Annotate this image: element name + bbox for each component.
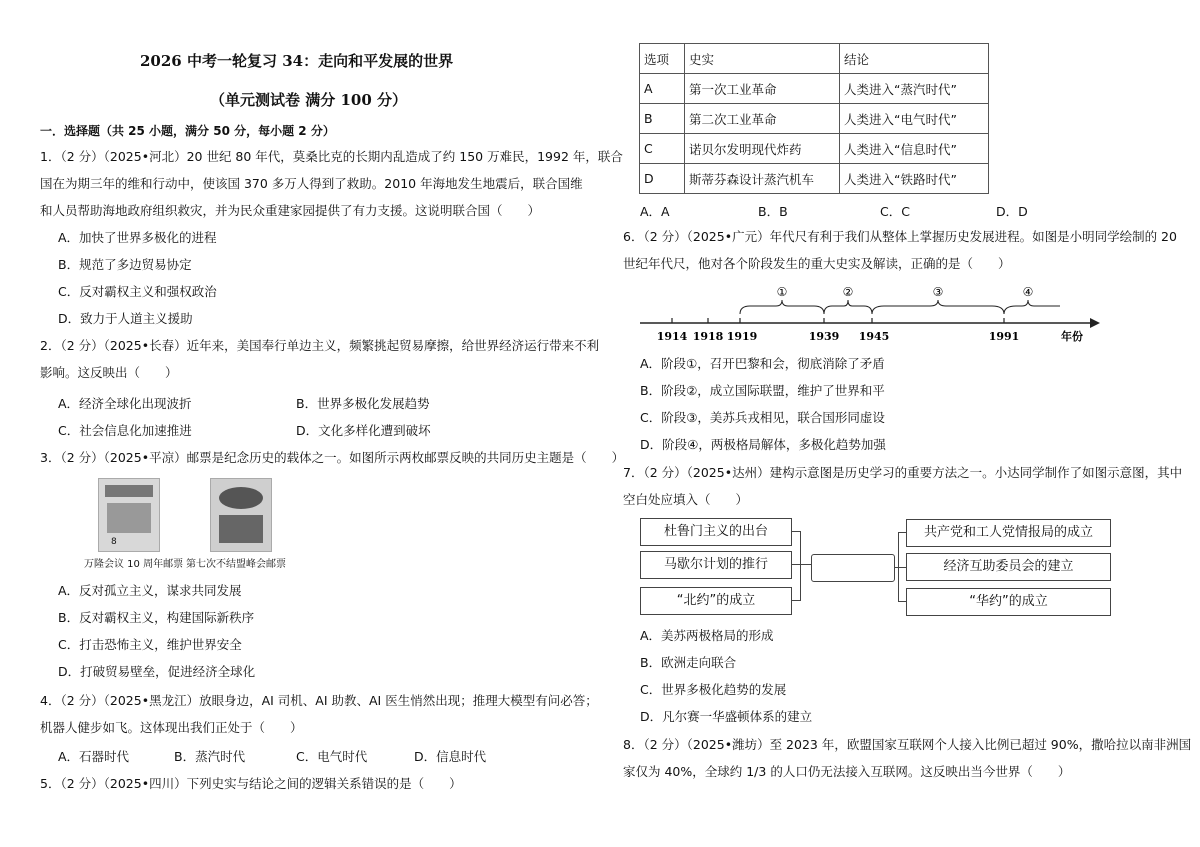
stamp-bandung-caption: 万隆会议 10 周年邮票	[84, 559, 184, 570]
timeline-diagram	[640, 282, 1105, 344]
option-b[interactable]: B．反对霸权主义，构建国际新秩序	[58, 610, 255, 625]
table-header: 结论	[840, 44, 989, 74]
table-row	[640, 134, 989, 164]
question-7-line: 7．（2 分）（2025•达州）建构示意图是历史学习的重要方法之一。小达同学制作了如图示意图，其中	[623, 465, 1183, 480]
stamp-bandung-image: 8	[98, 478, 160, 552]
question-2	[40, 332, 599, 386]
timeline-mark: ③	[932, 285, 944, 299]
question-1-line: 国在为期三年的维和行动中，使该国 370 多万人得到了救助。2010 年海地发生地震后，联合国维	[40, 176, 583, 191]
question-7-options	[640, 622, 812, 730]
option-d[interactable]: D．阶段④，两极格局解体，多极化趋势加强	[640, 437, 886, 452]
question-1-line: 1．（2 分）（2025•河北）20 世纪 80 年代，莫桑比克的长期内乱造成了约 150 万难民，1992 年，联合	[40, 149, 623, 164]
diagram-box-right: 共产党和工人党情报局的成立	[906, 519, 1111, 547]
option-c[interactable]: C．C	[880, 204, 910, 219]
option-a[interactable]: A．A	[640, 204, 670, 219]
diagram-box-left: 马歇尔计划的推行	[640, 551, 792, 579]
option-d[interactable]: D．打破贸易壁垒，促进经济全球化	[58, 664, 256, 679]
question-8-line: 8．（2 分）（2025•潍坊）至 2023 年，欧盟国家互联网个人接入比例已超过 90%，撒哈拉以南非洲国	[623, 737, 1192, 752]
timeline-mark: ④	[1022, 285, 1034, 299]
option-d[interactable]: D．D	[996, 204, 1028, 219]
timeline-year: 1939	[808, 330, 840, 343]
question-1-line: 和人员帮助海地政府组织救灾，并为民众重建家园提供了有力支援。这说明联合国（ ）	[40, 203, 541, 218]
stamp-summit-caption: 第七次不结盟峰会邮票	[186, 559, 286, 570]
option-b[interactable]: B．世界多极化发展趋势	[296, 396, 430, 411]
table-cell: 人类进入“蒸汽时代”	[840, 74, 989, 104]
q5-table	[639, 43, 989, 194]
stamp-summit-image	[210, 478, 272, 552]
question-6-line: 6．（2 分）（2025•广元）年代尺有利于我们从整体上掌握历史发展进程。如图是小明同学绘制的 20	[623, 229, 1177, 244]
option-b[interactable]: B．欧洲走向联合	[640, 655, 737, 670]
table-cell: 诺贝尔发明现代炸药	[685, 134, 840, 164]
option-c[interactable]: C．电气时代	[296, 749, 368, 764]
question-4	[40, 687, 598, 741]
diagram-box-left: “北约”的成立	[640, 587, 792, 615]
table-cell: C	[640, 134, 685, 164]
timeline-year: 1918	[692, 330, 724, 343]
timeline-axis-label: 年份	[1061, 330, 1083, 343]
timeline-year: 1945	[858, 330, 890, 343]
timeline-year: 1919	[726, 330, 758, 343]
question-6-options	[640, 350, 886, 458]
question-8-line: 家仅为 40%，全球约 1/3 的人口仍无法接入互联网。这反映出当今世界（ ）	[623, 764, 1071, 779]
option-c[interactable]: C．打击恐怖主义，维护世界安全	[58, 637, 242, 652]
table-cell: 第二次工业革命	[685, 104, 840, 134]
table-cell: 人类进入“铁路时代”	[840, 164, 989, 194]
option-d[interactable]: D．文化多样化遭到破坏	[296, 423, 431, 438]
diagram-box-right: “华约”的成立	[906, 588, 1111, 616]
table-header: 史实	[685, 44, 840, 74]
table-header-row	[640, 44, 989, 74]
question-7-line: 空白处应填入（ ）	[623, 492, 749, 507]
diagram-box-left: 杜鲁门主义的出台	[640, 518, 792, 546]
timeline-year: 1914	[656, 330, 688, 343]
option-a[interactable]: A．反对孤立主义，谋求共同发展	[58, 583, 242, 598]
option-b[interactable]: B．B	[758, 204, 788, 219]
timeline-mark: ①	[776, 285, 788, 299]
option-a[interactable]: A．美苏两极格局的形成	[640, 628, 774, 643]
option-c[interactable]: C．社会信息化加速推进	[58, 423, 192, 438]
question-7	[623, 459, 1182, 513]
option-b[interactable]: B．阶段②，成立国际联盟，维护了世界和平	[640, 383, 885, 398]
option-b[interactable]: B．规范了多边贸易协定	[58, 257, 192, 272]
diagram-box-right: 经济互助委员会的建立	[906, 553, 1111, 581]
table-cell: B	[640, 104, 685, 134]
table-cell: D	[640, 164, 685, 194]
page-subtitle: （单元测试卷 满分 100 分）	[210, 91, 407, 109]
option-c[interactable]: C．反对霸权主义和强权政治	[58, 284, 217, 299]
timeline-mark: ②	[842, 285, 854, 299]
question-8	[623, 731, 1191, 785]
option-a[interactable]: A．石器时代	[58, 749, 130, 764]
diagram-blank-box[interactable]	[811, 554, 895, 582]
timeline-year: 1991	[988, 330, 1020, 343]
option-b[interactable]: B．蒸汽时代	[174, 749, 246, 764]
question-6	[623, 223, 1177, 277]
option-d[interactable]: D．信息时代	[414, 749, 487, 764]
option-a[interactable]: A．加快了世界多极化的进程	[58, 230, 217, 245]
section-heading: 一．选择题（共 25 小题，满分 50 分，每小题 2 分）	[40, 124, 335, 138]
table-cell: 人类进入“电气时代”	[840, 104, 989, 134]
question-3-line: 3．（2 分）（2025•平凉）邮票是纪念历史的载体之一。如图所示两枚邮票反映的共同历史主题是（ ）	[40, 450, 625, 465]
question-4-line: 4．（2 分）（2025•黑龙江）放眼身边，AI 司机、AI 助教、AI 医生悄然出现；推理大模型有问必答；	[40, 693, 598, 708]
option-a[interactable]: A．经济全球化出现波折	[58, 396, 192, 411]
question-4-line: 机器人健步如飞。这体现出我们正处于（ ）	[40, 720, 303, 735]
table-cell: A	[640, 74, 685, 104]
option-a[interactable]: A．阶段①，召开巴黎和会，彻底消除了矛盾	[640, 356, 885, 371]
table-row	[640, 104, 989, 134]
option-c[interactable]: C．世界多极化趋势的发展	[640, 682, 787, 697]
question-1	[40, 143, 623, 332]
option-c[interactable]: C．阶段③，美苏兵戎相见，联合国形同虚设	[640, 410, 885, 425]
question-5-line: 5．（2 分）（2025•四川）下列史实与结论之间的逻辑关系错误的是（ ）	[40, 776, 462, 791]
option-d[interactable]: D．致力于人道主义援助	[58, 311, 193, 326]
table-header: 选项	[640, 44, 685, 74]
option-d[interactable]: D．凡尔赛一华盛顿体系的建立	[640, 709, 813, 724]
table-cell: 斯蒂芬森设计蒸汽机车	[685, 164, 840, 194]
table-row	[640, 164, 989, 194]
table-cell: 人类进入“信息时代”	[840, 134, 989, 164]
table-row	[640, 74, 989, 104]
question-2-line: 2．（2 分）（2025•长春）近年来，美国奉行单边主义，频繁挑起贸易摩擦，给世界经济运行带来不利	[40, 338, 600, 353]
table-cell: 第一次工业革命	[685, 74, 840, 104]
page-title: 2026 中考一轮复习 34：走向和平发展的世界	[140, 52, 454, 70]
question-2-line: 影响。这反映出（ ）	[40, 365, 178, 380]
question-6-line: 世纪年代尺，他对各个阶段发生的重大史实及解读，正确的是（ ）	[623, 256, 1011, 271]
question-3-options	[58, 577, 255, 685]
